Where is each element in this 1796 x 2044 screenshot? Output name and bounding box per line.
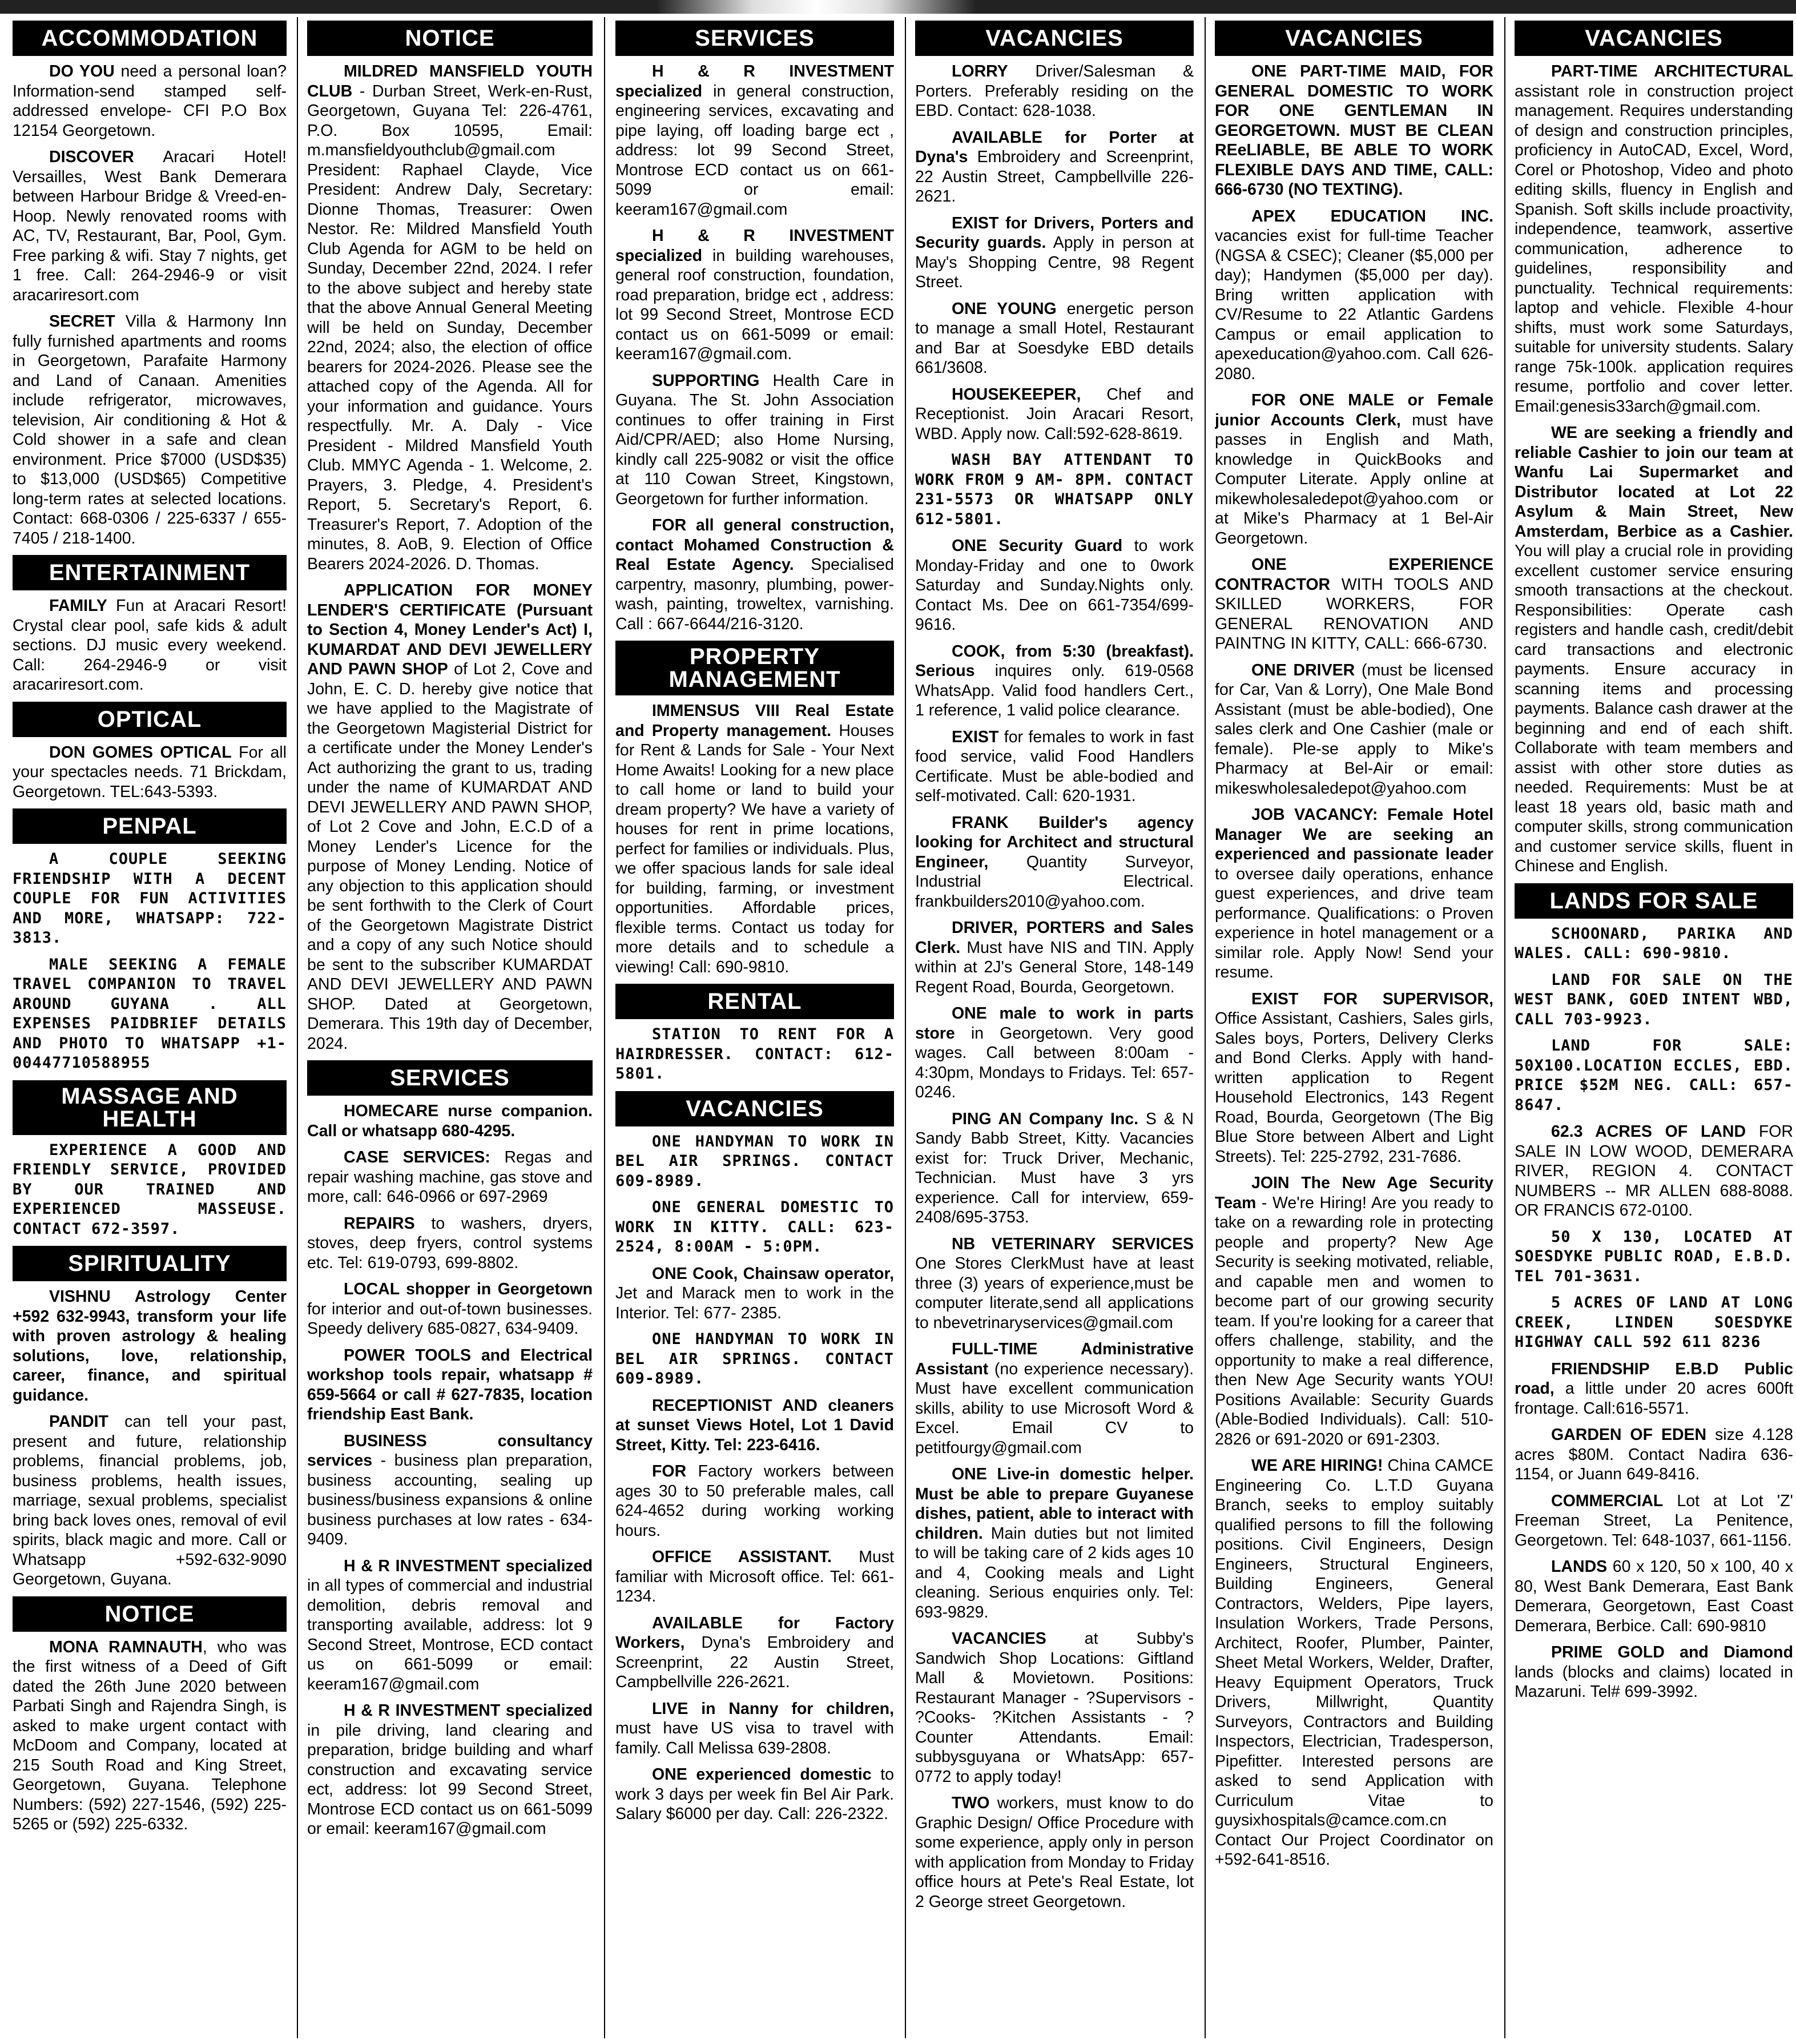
- ad-lead: FOR: [652, 1462, 687, 1480]
- ad-lead: AVAILABLE for Factory Workers,: [615, 1614, 894, 1652]
- classified-ad: [1215, 555, 1493, 654]
- ad-body: need a personal loan? Information-send stamped self-addressed envelope- CFI P.O Box 12154 Georgetown.: [13, 62, 287, 140]
- ad-body: can tell your past, present and future, relationship problems, financial problems, job, business problems, health issues, marriage, sexual problems, specialist bring back loves ones, removal of evil spirits, black magic and more. Call or Whatsapp +592-632-9090 Georgetown, Guyana.: [13, 1413, 287, 1588]
- ad-lead: H & R INVESTMENT specialized: [615, 227, 894, 265]
- section-header: VACANCIES: [1215, 21, 1493, 56]
- classified-ad: [1515, 971, 1793, 1030]
- ad-lead: SCHOONARD, PARIKA AND WALES. CALL: 690-9810.: [1515, 924, 1793, 962]
- ad-lead: ONE DRIVER: [1251, 661, 1355, 679]
- ad-lead: VACANCIES: [952, 1629, 1046, 1648]
- ad-lead: IMMENSUS VIII Real Estate and Property management.: [615, 702, 894, 740]
- ad-lead: MILDRED MANSFIELD YOUTH CLUB: [307, 62, 593, 100]
- ad-body: - business plan preparation, business accounting, sealing up business/business expansions & online business purchases at low rates - 634-9409.: [307, 1451, 593, 1548]
- ad-lead: DO YOU: [49, 62, 115, 81]
- classified-ad: [615, 1025, 894, 1084]
- classified-ad: [615, 62, 894, 219]
- ad-body: must have US visa to travel with family. Call Melissa 639-2808.: [615, 1719, 894, 1757]
- ad-lead: H & R INVESTMENT specialized: [615, 62, 894, 100]
- ad-lead: JOB VACANCY: Female Hotel Manager We are seeking an experienced and passionate leader: [1215, 806, 1493, 863]
- ad-lead: BUSINESS consultancy services: [307, 1431, 593, 1470]
- classified-ad: [915, 214, 1194, 292]
- classified-ad: [1515, 1122, 1793, 1221]
- ad-body: vacancies exist for full-time Teacher (NGSA & CSEC); Cleaner ($5,000 per day); Handymen ($5,000 per day). Bring written application with CV/Resume to 22 Atlantic Gardens Campus or email application to apexeducation@yahoo.com. Call 626-2080.: [1215, 227, 1493, 383]
- classified-ad: [13, 955, 287, 1073]
- classified-ad: [1215, 391, 1493, 548]
- ad-body: FOR SALE IN LOW WOOD, DEMERARA RIVER, REGION 4. CONTACT NUMBERS -- MR ALLEN 688-8088. OR FRANCIS 672-0100.: [1515, 1122, 1793, 1220]
- ad-lead: ONE Security Guard: [952, 537, 1123, 555]
- column-4: [915, 17, 1194, 2038]
- ad-lead: COMMERCIAL: [1551, 1491, 1664, 1510]
- classified-ad: [13, 1287, 287, 1405]
- ad-body: - We're Hiring! Are you ready to take on a rewarding role in protecting people and property? New Age Security is seeking motivated, reliable, and capable men and women to become part of our growing security team. If you're looking for a career that offers challenge, stability, and the opportunity to make a real difference, then New Age Security wants YOU! Positions Available: Security Guards (Able-Bodied Individuals). Call: 510-2826 or 691-2020 or 691-2303.: [1215, 1193, 1493, 1448]
- classified-ad: [915, 1109, 1194, 1228]
- column-2: [307, 17, 593, 2038]
- classified-ad: [307, 581, 593, 1053]
- ad-lead: RECEPTIONIST AND cleaners at sunset Views Hotel, Lot 1 David Street, Kitty. Tel: 223-6416.: [615, 1396, 894, 1454]
- ad-lead: EXPERIENCE A GOOD AND FRIENDLY SERVICE, PROVIDED BY OUR TRAINED AND EXPERIENCED MASSEUSE. CONTACT 672-3597.: [13, 1141, 287, 1238]
- ad-lead: ONE PART-TIME MAID, FOR GENERAL DOMESTIC TO WORK FOR ONE GENTLEMAN IN GEORGETOWN. MUST BE CLEAN REeLIABLE, BE ABLE TO WORK FLEXIBLE DAYS AND TIME, CALL: 666-6730 (NO TEXTING).: [1215, 62, 1493, 199]
- ad-lead: REPAIRS: [344, 1214, 415, 1233]
- ad-lead: STATION TO RENT FOR A HAIRDRESSER. CONTACT: 612-5801.: [615, 1025, 894, 1083]
- ad-body: You will play a crucial role in providing excellent customer service ensuring smooth transactions at the checkout. Responsibilities: Operate cash registers and handle cash, credit/debit card transactions and electronic payments. Ensure accuracy in scanning items and processing payments. Balance cash drawer at the beginning and end of each shift. Collaborate with team members and assist with other store duties as needed. Requirements: Must be at least 18 years old, basic math and computer skills, strong communication and customer service skills, fluent in Chinese and English.: [1515, 542, 1793, 875]
- ad-body: (must be licensed for Car, Van & Lorry), One Male Bond Assistant (must be able-bodied), One sales clerk and One Cashier (male or female). Ple-se apply to Mike's Pharmacy at Bel-Air or email: mikeswholesaledepot@yahoo.com: [1215, 661, 1493, 798]
- column-rule: [297, 17, 298, 2038]
- section-header: RENTAL: [615, 984, 894, 1019]
- ad-lead: APPLICATION FOR MONEY LENDER'S CERTIFICATE (Pursuant to Section 4, Money Lender's Act) I, KUMARDAT AND DEVI JEWELLERY AND PAWN SHOP: [307, 581, 593, 678]
- classified-ad: [307, 62, 593, 574]
- ad-lead: H & R INVESTMENT specialized: [344, 1556, 593, 1575]
- section-header: NOTICE: [307, 21, 593, 56]
- ad-body: in building warehouses, general roof construction, foundation, road preparation, bridge ect , address: lot 99 Second Street, Montrose ECD contact us on 661-5099 or email: keeram167@gmail.com.: [615, 246, 894, 363]
- ad-body: in pile driving, land clearing and preparation, bridge building and wharf construction and excavating service ect, address: lot 99 Second Street, Montrose ECD contact us on 661-5099 or email: keeram167@gmail.com: [307, 1721, 593, 1838]
- ad-lead: ONE EXPERIENCE CONTRACTOR: [1215, 556, 1493, 594]
- ad-body: a little under 20 acres 600ft frontage. Call:616-5571.: [1515, 1379, 1793, 1418]
- classified-ad: [615, 701, 894, 977]
- classified-ad: [915, 1793, 1194, 1912]
- section-header: SERVICES: [615, 21, 894, 56]
- ad-body: Must familiar with Microsoft office. Tel: 661-1234.: [615, 1548, 894, 1606]
- classified-ad: [915, 450, 1194, 529]
- ad-lead: MALE SEEKING A FEMALE TRAVEL COMPANION TO TRAVEL AROUND GUYANA . ALL EXPENSES PAIDBRIEF DETAILS AND PHOTO TO WHATSAPP +1-00447710588955: [13, 955, 287, 1072]
- ad-body: assistant role in construction project management. Requires understanding of design and construction principles, proficiency in AutoCAD, Excel, Word, Corel or Photoshop, Video and photo editing skills, fluency in English and Spanish. Soft skills include proactivity, independence, teamwork, assertive communication, adherence to guidelines, responsibility and punctuality. Technical requirements: laptop and vehicle. Flexible 4-hour shifts, must work some Saturdays, suitable for university students. Salary range 75k-100k. application requires resume, portfolio and cover letter. Email:genesis33arch@gmail.com.: [1515, 82, 1793, 416]
- classified-ad: [307, 1279, 593, 1339]
- classified-ad: [615, 1547, 894, 1607]
- ad-lead: MONA RAMNAUTH: [49, 1637, 203, 1656]
- ad-body: to work Monday-Friday and one to 0work Saturday and Sunday.Nights only. Contact Ms. Dee on 661-7354/699-9616.: [915, 537, 1194, 634]
- ad-lead: FRANK Builder's agency looking for Architect and structural Engineer,: [915, 813, 1194, 871]
- ad-lead: ONE male to work in parts store: [915, 1004, 1194, 1043]
- ad-body: Houses for Rent & Lands for Sale - Your Next Home Awaits! Looking for a new place to call home or land to build your dream property? We have a variety of houses for rent in prime locations, perfect for families or individuals. Plus, we offer spacious lands for sale ideal for building, farming, or investment opportunities. Affordable prices, flexible terms. Contact us today for more details and to schedule a viewing! Call: 690-9810.: [615, 721, 894, 976]
- classified-ad: [13, 312, 287, 548]
- ad-body: to work 3 days per week fin Bel Air Park. Salary $6000 per day. Call: 226-2322.: [615, 1765, 894, 1823]
- ad-body: for interior and out-of-town businesses. Speedy delivery 685-0827, 634-9409.: [307, 1299, 593, 1338]
- section-header: SERVICES: [307, 1060, 593, 1096]
- ad-body: For all your spectacles needs. 71 Brickdam, Georgetown. TEL:643-5393.: [13, 743, 287, 801]
- ad-body: energetic person to manage a small Hotel, Restaurant and Bar at Soesdyke EBD details 661/3608.: [915, 299, 1194, 377]
- section-header: ENTERTAINMENT: [13, 555, 287, 590]
- ad-body: lands (blocks and claims) located in Mazaruni. Tel# 699-3992.: [1515, 1663, 1793, 1701]
- classified-ad: [615, 1699, 894, 1759]
- classified-ad: [1515, 1228, 1793, 1287]
- ad-lead: ONE experienced domestic: [652, 1765, 872, 1784]
- ad-lead: ONE Cook, Chainsaw operator,: [652, 1264, 894, 1283]
- ad-body: Villa & Harmony Inn fully furnished apartments and rooms in Georgetown, Parafaite Harmony and Land of Canaan. Amenities include refrigerator, microwaves, television, Air conditioning & Hot & Cold shower in a safe and clean environment. Price $7000 (USD$35) to $13,000 (USD$65) Competitive long-term rates at selected locations. Contact: 668-0306 / 225-6337 / 655-7405 / 218-1400.: [13, 312, 287, 548]
- ad-lead: FAMILY: [49, 597, 107, 615]
- classified-ad: [615, 1765, 894, 1824]
- classified-ad: [13, 1412, 287, 1590]
- ad-body: size 4.128 acres $80M. Contact Nadira 636-1154, or Juann 649-8416.: [1515, 1426, 1793, 1483]
- column-rule: [1205, 17, 1206, 2038]
- column-6: [1515, 17, 1793, 2038]
- classified-ad: [915, 813, 1194, 912]
- ad-lead: LANDS: [1551, 1558, 1608, 1576]
- ad-lead: AVAILABLE for Porter at Dyna's: [915, 128, 1194, 166]
- ad-body: inquires only. 619-0568 WhatsApp. Valid food handlers Cert., 1 reference, 1 valid police clearance.: [915, 662, 1194, 719]
- ad-body: China CAMCE Engineering Co. L.T.D Guyana Branch, seeks to employ suitably qualified persons to fill the following positions. Civil Engineers, Design Engineers, Structural Engineers, Building Engineers, General Contractors, Welders, Pipe layers, Insulation Workers, Trade Persons, Architect, Roofer, Plumber, Painter, Sheet Metal Workers, Welder, Drafter, Heavy Equipment Operators, Truck Drivers, Millwright, Quantity Surveyors, Contractors and Building Inspectors, Electrician, Tradesperson, Pipefitter. Interested persons are asked to send Application with Curriculum Vitae to guysixhospitals@camce.com.cn Contact Our Project Coordinator on +592-641-8516.: [1215, 1456, 1493, 1869]
- ad-lead: POWER TOOLS and Electrical workshop tools repair, whatsapp # 659-5664 or call # 627-7835, location friendship East Bank.: [307, 1346, 593, 1423]
- classified-ad: [13, 850, 287, 948]
- ad-body: at Subby's Sandwich Shop Locations: Giftland Mall & Movietown. Positions: Restaurant Manager - ?Supervisors - ?Cooks- ?Kitchen Assistants - ?Counter Attendants. Email: subbysguyana or WhatsApp: 657-0772 to apply today!: [915, 1629, 1194, 1786]
- ad-body: workers, must know to do Graphic Design/ Office Procedure with some experience, apply only in person with application from Monday to Friday office hours at Pete's Real Estate, lot 2 George street Georgetown.: [915, 1794, 1194, 1911]
- ad-body: in general construction, engineering services, excavating and pipe laying, off loading barge ect , address: lot 99 Second Street, Montrose ECD contact us on 661-5099 or email: keeram167@gmail.com: [615, 82, 894, 219]
- masthead-fade: [657, 0, 976, 14]
- ad-lead: GARDEN OF EDEN: [1551, 1426, 1707, 1444]
- classified-ad: [307, 1701, 593, 1839]
- classified-ad: [915, 918, 1194, 997]
- classified-ad: [1515, 1293, 1793, 1353]
- classified-ad: [615, 1330, 894, 1389]
- classified-ad: [1215, 207, 1493, 384]
- ad-body: must have passes in English and Math, knowledge in QuickBooks and Computer Literate. Apply online at mikewholesaledepot@yahoo.com or at Mike's Pharmacy at 1 Bel-Air Georgetown.: [1215, 411, 1493, 548]
- section-header: PENPAL: [13, 808, 287, 844]
- ad-lead: EXIST FOR SUPERVISOR,: [1251, 989, 1493, 1008]
- ad-body: One Stores ClerkMust have at least three (3) years of experience,must be computer literate,send all applications to nbevetrinaryservices@gmail.com: [915, 1254, 1194, 1332]
- ad-lead: LAND FOR SALE: 50X100.LOCATION ECCLES, EBD. PRICE $52M NEG. CALL: 657-8647.: [1515, 1037, 1793, 1114]
- ad-lead: WASH BAY ATTENDANT TO WORK FROM 9 AM- 8PM. CONTACT 231-5573 OR WHATSAPP ONLY 612-5801.: [915, 451, 1194, 528]
- ad-lead: WE ARE HIRING!: [1251, 1456, 1383, 1475]
- classified-ad: [915, 128, 1194, 207]
- classified-ad: [615, 226, 894, 364]
- ad-body: , who was the first witness of a Deed of Gift dated the 26th June 2020 between Parbati Singh and Rajendra Singh, is asked to make urgent contact with McDoom and Company, located at 215 South Road and King Street, Georgetown, Guyana. Telephone Numbers: (592) 227-1546, (592) 225-5265 or (592) 225-6332.: [13, 1637, 287, 1833]
- ad-lead: DRIVER, PORTERS and Sales Clerk.: [915, 919, 1194, 957]
- ad-lead: WE are seeking a friendly and reliable Cashier to join our team at Wanfu Lai Supermarket and Distributor located at Lot 22 Asylum & Main Street, New Amsterdam, Berbice as a Cashier.: [1515, 424, 1793, 541]
- ad-lead: JOIN The New Age Security Team: [1215, 1174, 1493, 1212]
- ad-lead: ONE Live-in domestic helper. Must be able to prepare Guyanese dishes, patient, able to interact with children.: [915, 1465, 1194, 1543]
- ad-body: Dyna's Embroidery and Screenprint, 22 Austin Street, Campbellville 226-2621.: [615, 1633, 894, 1691]
- ad-body: to oversee daily operations, enhance guest experiences, and drive team performance. Qualifications: o Proven experience in hotel management or a similar role. Apply Now! Send your resume.: [1215, 864, 1493, 981]
- ad-body: in Georgetown. Very good wages. Call between 8:00am - 4:30pm, Mondays to Fridays. Tel: 657-0246.: [915, 1024, 1194, 1101]
- classified-ad: [615, 371, 894, 509]
- classified-ad: [1515, 1557, 1793, 1636]
- ad-body: Chef and Receptionist. Join Aracari Resort, WBD. Apply now. Call:592-628-8619.: [915, 385, 1194, 443]
- ad-lead: FULL-TIME Administrative Assistant: [915, 1340, 1194, 1378]
- classified-ad: [615, 1132, 894, 1192]
- ad-body: for females to work in fast food service, valid Food Handlers Certificate. Must be able-bodied and self-motivated. Call: 620-1931.: [915, 727, 1194, 805]
- classified-ad: [13, 1637, 287, 1834]
- ad-body: Office Assistant, Cashiers, Sales girls, Sales boys, Porters, Delivery Clerks and Bond Clerks. Apply with hand- written application to Regent Household Electronics, 143 Regent Road, Bourda, Georgetown (The Big Blue Store between Albert and Light Streets). Tel: 225-2792, 231-7686.: [1215, 1009, 1493, 1166]
- classified-ad: [1215, 661, 1493, 799]
- classified-ad: [615, 516, 894, 634]
- ad-lead: COOK, from 5:30 (breakfast). Serious: [915, 642, 1194, 680]
- classified-ad: [915, 1629, 1194, 1787]
- ad-lead: ONE YOUNG: [952, 299, 1057, 318]
- section-header: PROPERTY MANAGEMENT: [615, 641, 894, 695]
- ad-body: Embroidery and Screenprint, 22 Austin Street, Campbellville 226-2621.: [915, 148, 1194, 206]
- classified-ad: [307, 1148, 593, 1207]
- classified-ad: [307, 1101, 593, 1141]
- classified-ad: [915, 1339, 1194, 1458]
- ad-body: Fun at Aracari Resort! Crystal clear pool, safe kids & adult sections. DJ music every weekend. Call: 264-2946-9 or visit aracariresort.com.: [13, 597, 287, 694]
- ad-lead: ONE HANDYMAN TO WORK IN BEL AIR SPRINGS. CONTACT 609-8989.: [615, 1330, 894, 1387]
- ad-body: Apply in person at May's Shopping Centre, 98 Regent Street.: [915, 234, 1194, 291]
- section-header: VACANCIES: [615, 1091, 894, 1126]
- ad-lead: EXIST for Drivers, Porters and Security guards.: [915, 214, 1194, 252]
- ad-body: Jet and Marack men to work in the Interior. Tel: 677- 2385.: [615, 1284, 894, 1322]
- ad-lead: ONE GENERAL DOMESTIC TO WORK IN KITTY. CALL: 623-2524, 8:00AM - 5:0PM.: [615, 1198, 894, 1256]
- classified-ad: [307, 1214, 593, 1273]
- classified-ad: [307, 1556, 593, 1695]
- ad-body: WITH TOOLS AND SKILLED WORKERS, FOR GENERAL RENOVATION AND PAINTNG IN KITTY, CALL: 666-6730.: [1215, 575, 1493, 653]
- ad-lead: NB VETERINARY SERVICES: [952, 1234, 1194, 1253]
- classified-ad: [915, 299, 1194, 378]
- section-header: OPTICAL: [13, 702, 287, 737]
- ad-body: Quantity Surveyor, Industrial Electrical. frankbuilders2010@yahoo.com.: [915, 852, 1194, 911]
- classified-ad: [615, 1198, 894, 1257]
- ad-lead: PING AN Company Inc.: [952, 1109, 1139, 1128]
- classified-ad: [915, 62, 1194, 121]
- ad-lead: DISCOVER: [49, 148, 134, 166]
- ad-lead: LIVE in Nanny for children,: [652, 1699, 894, 1718]
- ad-lead: VISHNU Astrology Center +592 632-9943, transform your life with proven astrology & healing solutions, love, relationship, career, finance, and spiritual guidance.: [13, 1287, 287, 1405]
- classified-ad: [915, 536, 1194, 635]
- classified-ad: [13, 147, 287, 305]
- column-5: [1215, 17, 1493, 2038]
- ad-lead: HOUSEKEEPER,: [952, 385, 1081, 404]
- section-header: VACANCIES: [1515, 21, 1793, 56]
- classified-ad: [1515, 1643, 1793, 1702]
- classified-ad: [13, 743, 287, 802]
- classified-ad: [307, 1346, 593, 1425]
- ad-body: in all types of commercial and industrial demolition, debris removal and transporting available, address: lot 9 Second Street, Montrose, ECD contact us on 661-5099 or email: keeram167@gmail.com: [307, 1576, 593, 1693]
- ad-body: - Durban Street, Werk-en-Rust, Georgetown, Guyana Tel: 226-4761, P.O. Box 10595, Email: m.mansfieldyouthclub@gmail.com President: Raphael Clayde, Vice President: Andrew Daly, Secretary: Dionne Thomas, Treasurer: Owen Nestor. Re: Mildred Mansfield Youth Club Agenda for AGM to be held on Sunday, December 22nd, 2024. I refer to the above subject and hereby state that the above Annual General Meeting will be held on Sunday, December 22nd, 2024; also, the election of office bearers for 2024-2026. Please see the attached copy of the Agenda. All for your information and guidance. Yours respectfully. Mr. A. Daly - Vice President - Mildred Mansfield Youth Club. MMYC Agenda - 1. Welcome, 2. Prayers, 3. Pledge, 4. President's Report, 5. Secretary's Report, 6. Treasurer's Report, 7. Adoption of the minutes, 8. AoB, 9. Election of Office Bearers 2024-2026. D. Thomas.: [307, 82, 593, 573]
- ad-body: Lot at Lot 'Z' Freeman Street, La Penitence, Georgetown. Tel: 648-1037, 661-1156.: [1515, 1491, 1793, 1550]
- ad-lead: HOMECARE nurse companion. Call or whatsapp 680-4295.: [307, 1102, 593, 1140]
- classified-ad: [1215, 805, 1493, 983]
- classified-ad: [915, 1464, 1194, 1622]
- ad-body: Factory workers between ages 30 to 50 preferable males, call 624-4652 during working working hours.: [615, 1462, 894, 1540]
- classified-ad: [1515, 1359, 1793, 1419]
- classified-ad: [1215, 1456, 1493, 1870]
- ad-lead: PANDIT: [49, 1413, 108, 1431]
- ad-lead: TWO: [952, 1794, 990, 1812]
- ad-lead: 5 ACRES OF LAND AT LONG CREEK, LINDEN SOESDYKE HIGHWAY CALL 592 611 8236: [1515, 1294, 1793, 1351]
- classified-ad: [915, 727, 1194, 806]
- classified-ad: [1515, 423, 1793, 876]
- classified-ad: [1515, 1491, 1793, 1551]
- ad-body: (no experience necessary). Must have excellent communication skills, ability to use Microsoft Word & Excel. Email CV to petitfourgy@gmail.com: [915, 1359, 1194, 1457]
- column-rule: [1504, 17, 1505, 2038]
- classified-ad: [615, 1396, 894, 1455]
- column-rule: [604, 17, 605, 2038]
- section-header: SPIRITUALITY: [13, 1246, 287, 1281]
- classified-ad: [615, 1462, 894, 1540]
- ad-lead: APEX EDUCATION INC.: [1251, 207, 1493, 226]
- ad-lead: SUPPORTING: [652, 371, 760, 390]
- ad-lead: EXIST: [952, 727, 999, 746]
- ad-lead: SECRET: [49, 312, 115, 331]
- ad-body: Regas and repair washing machine, gas stove and more, call: 646-0966 or 697-2969: [307, 1148, 593, 1206]
- classified-ad: [307, 1431, 593, 1550]
- ad-body: Specialised carpentry, masonry, plumbing, power-wash, painting, troweltex, varnishing. Call : 667-6644/216-3120.: [615, 556, 894, 633]
- column-rule: [905, 17, 906, 2038]
- section-header: VACANCIES: [915, 21, 1194, 56]
- ad-body: to washers, dryers, stoves, deep fryers, control systems etc. Tel: 619-0793, 699-8802.: [307, 1214, 593, 1272]
- masthead-strip: [0, 0, 1796, 14]
- ad-lead: 50 X 130, LOCATED AT SOESDYKE PUBLIC ROAD, E.B.D. TEL 701-3631.: [1515, 1228, 1793, 1285]
- section-header: ACCOMMODATION: [13, 21, 287, 56]
- classified-ad: [615, 1264, 894, 1323]
- ad-lead: CASE SERVICES:: [344, 1148, 490, 1166]
- ad-lead: FOR ONE MALE or Female junior Accounts Clerk,: [1215, 391, 1493, 429]
- classified-ad: [1215, 1173, 1493, 1449]
- ad-body: Aracari Hotel! Versailles, West Bank Demerara between Harbour Bridge & Vreed-en-Hoop. Newly renovated rooms with AC, TV, Restaurant, Bar, Pool, Gym. Free parking & wifi. Stay 7 nights, get 1 free. Call: 264-2946-9 or visit aracariresort.com: [13, 148, 287, 304]
- classified-ad: [1215, 989, 1493, 1167]
- classified-ad: [915, 642, 1194, 721]
- classified-ad: [1515, 62, 1793, 416]
- ad-body: 60 x 120, 50 x 100, 40 x 80, West Bank Demerara, East Bank Demerara, Georgetown, East Coast Demerara, Berbice. Call: 690-9810: [1515, 1558, 1793, 1635]
- ad-body: Health Care in Guyana. The St. John Association continues to offer training in First Aid/CPR/AED; also Home Nursing, kindly call 225-9082 or visit the office at 110 Cowan Street, Kingstown, Georgetown for further information.: [615, 371, 894, 508]
- classified-ad: [915, 1004, 1194, 1103]
- ad-body: Must have NIS and TIN. Apply within at 2J's General Store, 148-149 Regent Road, Bourda, Georgetown.: [915, 938, 1194, 996]
- ad-lead: OFFICE ASSISTANT.: [652, 1548, 832, 1566]
- ad-body: S & N Sandy Babb Street, Kitty. Vacancies exist for: Truck Driver, Mechanic, Technician. Must have 3 yrs experience. Call for interview, 659-2408/695-3753.: [915, 1109, 1194, 1226]
- ad-lead: A COUPLE SEEKING FRIENDSHIP WITH A DECENT COUPLE FOR FUN ACTIVITIES AND MORE, WHATSAPP: 722-3813.: [13, 850, 287, 947]
- classified-ad: [13, 62, 287, 140]
- section-header: LANDS FOR SALE: [1515, 883, 1793, 919]
- classified-ad: [1515, 924, 1793, 964]
- section-header: NOTICE: [13, 1596, 287, 1632]
- ad-lead: 62.3 ACRES OF LAND: [1551, 1122, 1746, 1141]
- ad-lead: LOCAL shopper in Georgetown: [344, 1280, 593, 1298]
- ad-lead: FRIENDSHIP E.B.D Public road,: [1515, 1359, 1793, 1398]
- ad-lead: PRIME GOLD and Diamond: [1551, 1643, 1793, 1661]
- ad-lead: DON GOMES OPTICAL: [49, 743, 232, 762]
- ad-body: Main duties but not limited to will be taking care of 2 kids ages 10 and 4, Cooking meals and Light cleaning. Serious enquiries only. Tel: 693-9829.: [915, 1524, 1194, 1621]
- classified-ad: [1515, 1036, 1793, 1115]
- ad-lead: LORRY: [952, 62, 1008, 81]
- ad-lead: H & R INVESTMENT specialized: [344, 1701, 593, 1720]
- ad-lead: FOR all general construction, contact Mohamed Construction & Real Estate Agency.: [615, 516, 894, 574]
- classified-ad: [915, 1234, 1194, 1333]
- ad-body: Driver/Salesman & Porters. Preferably residing on the EBD. Contact: 628-1038.: [915, 62, 1194, 120]
- ad-body: of Lot 2, Cove and John, E. C. D. hereby give notice that we have applied to the Magistrate of the Georgetown Magisterial District for a certificate under the Money Lender's Act authorizing the grant to us, trading under the name of KUMARDAT AND DEVI JEWELLERY AND PAWN SHOP, of Lot 2 Cove and John, E.C.D of a Money Lender's Licence for the purpose of Money Lending. Notice of any objection to this application should be sent forthwith to the Clerk of Court of the Georgetown Magistrate District and a copy of any such Notice should be sent to the subscriber KUMARDAT AND DEVI JEWELLERY AND PAWN SHOP. Dated at Georgetown, Demerara. This 19th day of December, 2024.: [307, 660, 593, 1053]
- ad-lead: PART-TIME ARCHITECTURAL: [1551, 62, 1793, 81]
- section-header: MASSAGE AND HEALTH: [13, 1080, 287, 1135]
- classified-ad: [915, 385, 1194, 444]
- classified-ad: [13, 596, 287, 695]
- classified-ad: [1215, 62, 1493, 200]
- column-1: [13, 17, 287, 2038]
- classified-ad: [13, 1141, 287, 1240]
- classified-ad: [615, 1614, 894, 1692]
- ad-lead: ONE HANDYMAN TO WORK IN BEL AIR SPRINGS. CONTACT 609-8989.: [615, 1132, 894, 1190]
- column-3: [615, 17, 894, 2038]
- ad-lead: LAND FOR SALE ON THE WEST BANK, GOED INTENT WBD, CALL 703-9923.: [1515, 971, 1793, 1028]
- classified-ad: [1515, 1425, 1793, 1484]
